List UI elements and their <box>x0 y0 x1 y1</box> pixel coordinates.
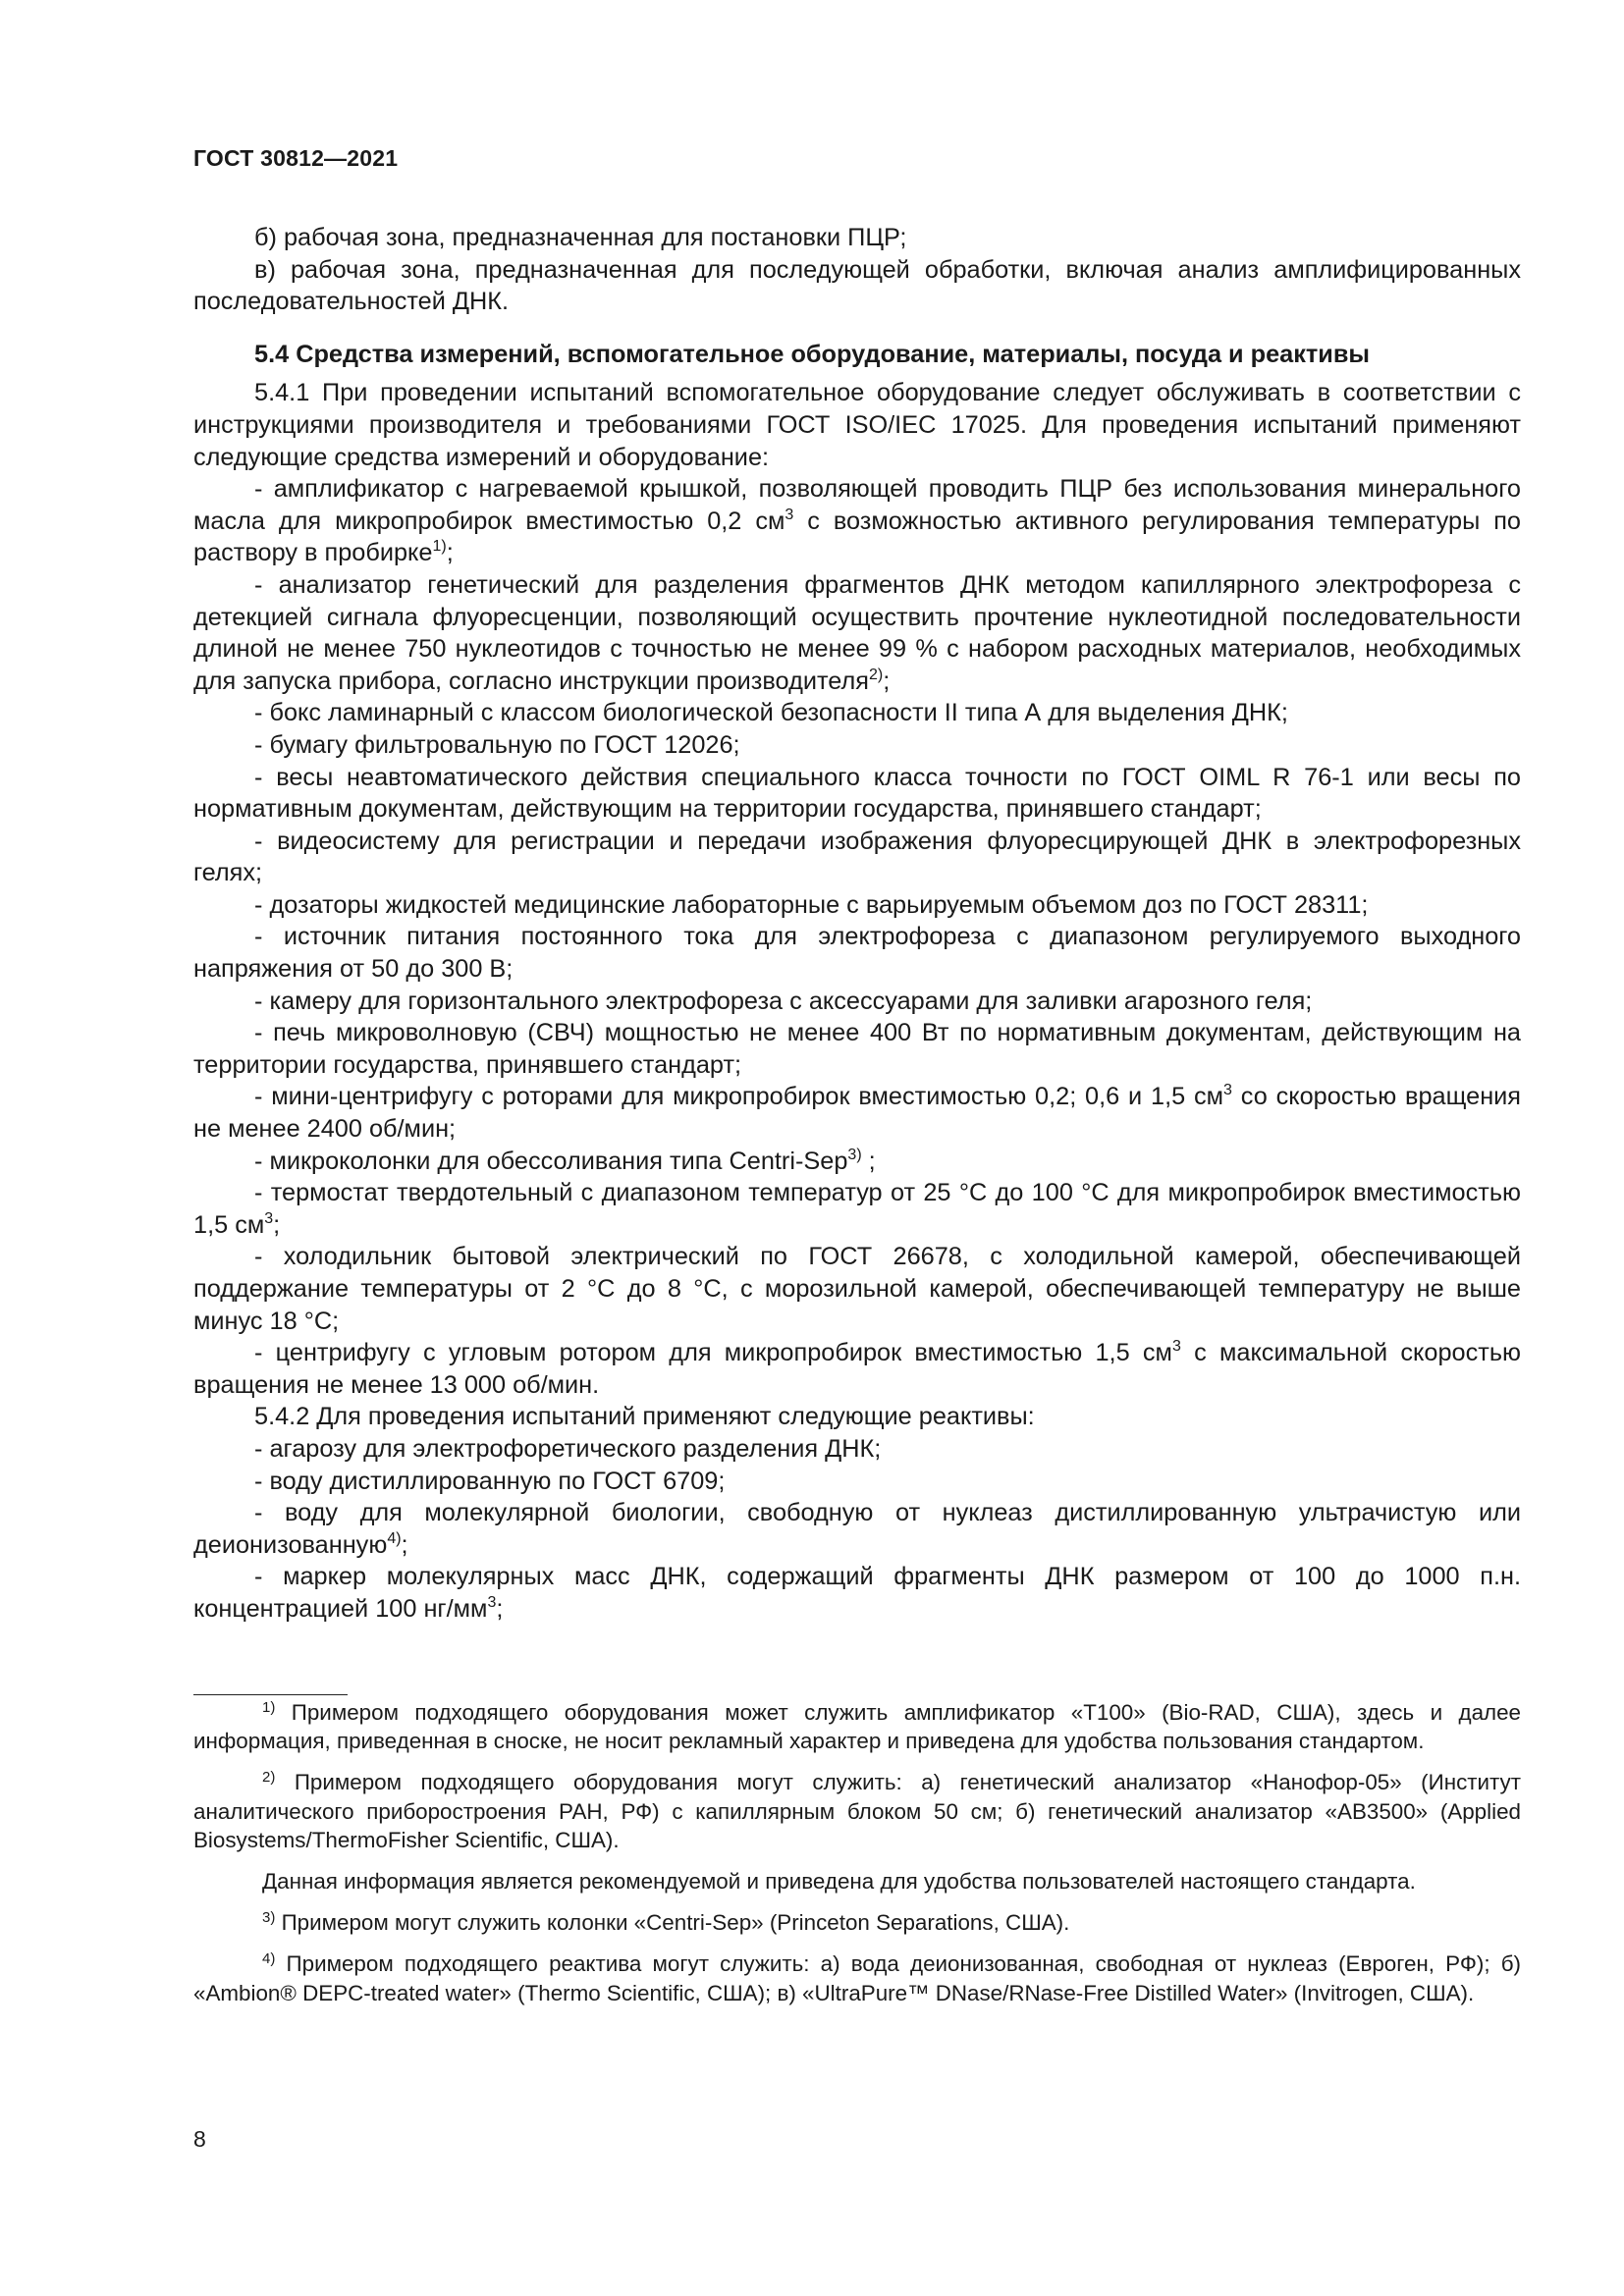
footnote-ref: 1) <box>432 538 447 556</box>
footnote-number: 2) <box>262 1769 276 1787</box>
text: - мини-центрифугу с роторами для микропробирок вместимостью 0,2; 0,6 и 1,5 см <box>254 1083 1224 1111</box>
footnote-note: Данная информация является рекомендуемой и приведена для удобства пользователей настоящего стандарта. <box>262 1869 1416 1895</box>
list-item: - воду дистиллированную по ГОСТ 6709; <box>254 1467 726 1495</box>
list-item: - холодильник бытовой электрический по ГОСТ 26678, с холодильной камерой, обеспечивающей поддержание температуры от 2 °С до 8 °С, с морозильной камерой, обеспечивающей температуру не выше минус 18 °С; <box>193 1243 1521 1335</box>
list-item <box>193 1497 1521 1561</box>
list-item <box>193 1081 1521 1145</box>
text: ; <box>446 539 454 567</box>
text: ; <box>273 1210 281 1239</box>
text: с возможностью активного регулирования температуры по раствору в пробирке <box>193 507 1521 567</box>
footnote-separator <box>193 1694 348 1695</box>
document-body <box>193 222 1521 1626</box>
text: со скоростью вращения не менее 2400 об/мин; <box>193 1083 1522 1144</box>
paragraph: 5.4.2 Для проведения испытаний применяют следующие реактивы: <box>254 1403 1035 1431</box>
text: - воду для молекулярной биологии, свободную от нуклеаз дистиллированную ультрачистую или деионизованную <box>193 1499 1521 1559</box>
footnotes <box>193 1698 1521 2020</box>
text: - центрифугу с угловым ротором для микропробирок вместимостью 1,5 см <box>254 1339 1172 1367</box>
paragraph: б) рабочая зона, предназначенная для постановки ПЦР; <box>254 224 907 251</box>
list-item: - бокс ламинарный с классом биологической безопасности II типа А для выделения ДНК; <box>254 699 1288 727</box>
list-item <box>193 1177 1521 1241</box>
text: - амплификатор с нагреваемой крышкой, позволяющей проводить ПЦР без использования минерального масла для микропробирок вместимостью 0,2 см <box>193 475 1521 535</box>
section-heading: 5.4 Средства измерений, вспомогательное оборудование, материалы, посуда и реактивы <box>254 340 1370 368</box>
document-header: ГОСТ 30812—2021 <box>193 145 399 171</box>
text: - маркер молекулярных масс ДНК, содержащий фрагменты ДНК размером от 100 до 1000 п.н. концентрацией 100 нг/мм <box>193 1563 1521 1623</box>
list-item: - камеру для горизонтального электрофореза с аксессуарами для заливки агарозного геля; <box>254 987 1313 1015</box>
superscript: 3 <box>487 1593 497 1611</box>
text: ; <box>861 1147 876 1175</box>
footnote <box>193 1949 1521 2006</box>
list-item: - дозаторы жидкостей медицинские лабораторные с варьируемым объемом доз по ГОСТ 28311; <box>254 890 1369 919</box>
footnote-text: Примером подходящего оборудования могут служить: а) генетический анализатор «Нанофор-05» (Институт аналитического приборостроения РАН, РФ) с капиллярным блоком 50 см; б) генетический анализатор «AB3500» (Applied Biosystems/ThermoFisher Scientific, США). <box>193 1770 1521 1852</box>
text: ; <box>401 1530 408 1559</box>
footnote <box>193 1768 1521 1854</box>
footnote-text: Примером могут служить колонки «Centri-Sep» (Princeton Separations, США). <box>275 1910 1070 1936</box>
text: - анализатор генетический для разделения фрагментов ДНК методом капиллярного электрофореза с детекцией сигнала флуоресценции, позволяющий осуществить прочтение нуклеотидной последовательности длиной не менее 750 нуклеотидов с точностью не менее 99 % с набором расходных материалов, необходимых для запуска прибора, согласно инструкции производителя <box>193 570 1521 695</box>
footnote-text: Примером подходящего реактива могут служить: а) вода деионизованная, свободная от нуклеаз (Евроген, РФ); б) «Ambion® DEPC-treated water» (Thermo Scientific, США); в) «UltraPure™ DNase/RNase-Free Distilled Water» (Invitrogen, США). <box>193 1951 1521 2005</box>
list-item <box>193 569 1521 697</box>
footnote-text: Примером подходящего оборудования может служить амплификатор «Т100» (Bio-RAD, США), здесь и далее информация, приведенная в сноске, не носит рекламный характер и приведена для удобства пользования стандартом. <box>193 1700 1521 1754</box>
footnote-ref: 3) <box>847 1146 862 1163</box>
footnote-ref: 2) <box>868 666 884 683</box>
superscript: 3 <box>264 1209 274 1227</box>
list-item <box>193 473 1521 569</box>
list-item: - видеосистему для регистрации и передачи изображения флуоресцирующей ДНК в электрофорезных гелях; <box>193 827 1521 887</box>
paragraph: 5.4.1 При проведении испытаний вспомогательное оборудование следует обслуживать в соответствии с инструкциями производителя и требованиями ГОСТ ISO/IEC 17025. Для проведения испытаний применяют следующие средства измерений и оборудование: <box>193 379 1521 471</box>
footnote-number: 1) <box>262 1699 276 1716</box>
footnote <box>193 1698 1521 1755</box>
list-item <box>193 1146 1521 1178</box>
page-number: 8 <box>193 2126 206 2152</box>
text: с максимальной скоростью вращения не менее 13 000 об/мин. <box>193 1339 1521 1399</box>
footnote-number: 4) <box>262 1950 276 1968</box>
text: - термостат твердотельный с диапазоном температур от 25 °С до 100 °С для микропробирок вместимостью 1,5 см <box>193 1179 1521 1239</box>
superscript: 3 <box>785 506 794 523</box>
superscript: 3 <box>1223 1082 1232 1099</box>
text: - микроколонки для обессоливания типа Centri-Sep <box>254 1147 848 1175</box>
list-item: - агарозу для электрофоретического разделения ДНК; <box>254 1434 882 1463</box>
text: ; <box>496 1594 504 1623</box>
list-item: - весы неавтоматического действия специального класса точности по ГОСТ OIML R 76-1 или весы по нормативным документам, действующим на территории государства, принявшего стандарт; <box>193 763 1521 824</box>
paragraph: в) рабочая зона, предназначенная для последующей обработки, включая анализ амплифицированных последовательностей ДНК. <box>193 255 1521 316</box>
footnote-ref: 4) <box>387 1529 402 1547</box>
superscript: 3 <box>1171 1338 1181 1356</box>
list-item <box>193 1337 1521 1401</box>
list-item: - бумагу фильтровальную по ГОСТ 12026; <box>254 730 740 759</box>
list-item: - печь микроволновую (СВЧ) мощностью не менее 400 Вт по нормативным документам, действующим на территории государства, принявшего стандарт; <box>193 1019 1521 1079</box>
list-item: - источник питания постоянного тока для электрофореза с диапазоном регулируемого выходного напряжения от 50 до 300 В; <box>193 923 1521 984</box>
text: ; <box>883 667 891 695</box>
list-item <box>193 1561 1521 1625</box>
footnote <box>193 1908 1521 1937</box>
footnote-number: 3) <box>262 1909 276 1927</box>
